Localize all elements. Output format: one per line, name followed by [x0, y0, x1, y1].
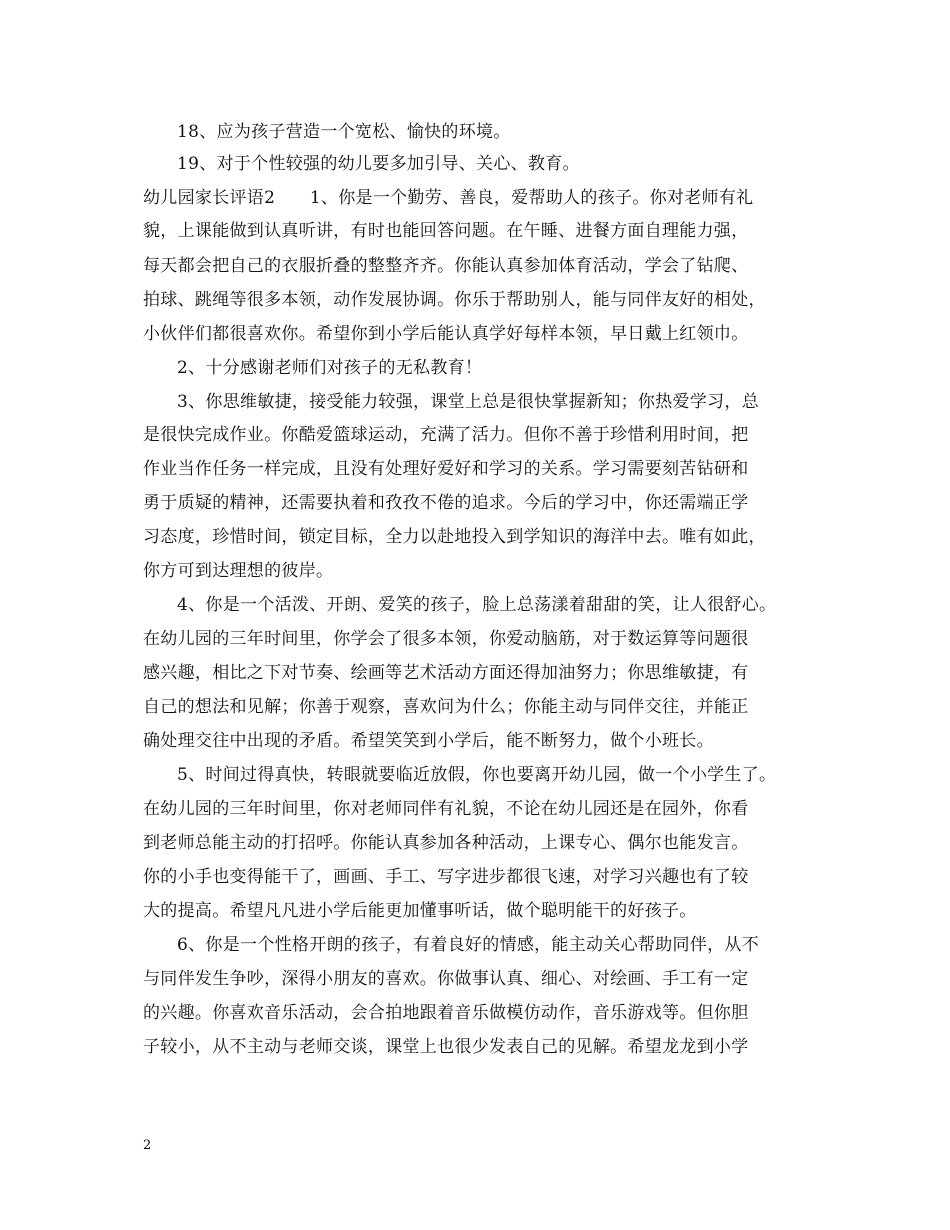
- text-line: 19、对于个性较强的幼儿要多加引导、关心、教育。: [177, 154, 580, 174]
- text-line: 是很快完成作业。你酷爱篮球运动，充满了活力。但你不善于珍惜利用时间，把: [143, 425, 749, 445]
- page-number: 2: [143, 1138, 152, 1153]
- text-line: 小伙伴们都很喜欢你。希望你到小学后能认真学好每样本领，早日戴上红领巾。: [143, 324, 749, 344]
- text-line: 勇于质疑的精神，还需要执着和孜孜不倦的追求。今后的学习中，你还需端正学: [143, 493, 749, 513]
- text-line: 貌，上课能做到认真听讲，有时也能回答问题。在午睡、进餐方面自理能力强，: [143, 221, 749, 241]
- text-line: 与同伴发生争吵，深得小朋友的喜欢。你做事认真、细心、对绘画、手工有一定: [143, 969, 749, 989]
- text-line: 拍球、跳绳等很多本领，动作发展协调。你乐于帮助别人，能与同伴友好的相处，: [143, 290, 766, 310]
- text-line: 在幼儿园的三年时间里，你学会了很多本领，你爱动脑筋，对于数运算等问题很: [143, 629, 749, 649]
- text-line: 每天都会把自己的衣服折叠的整整齐齐。你能认真参加体育活动，学会了钻爬、: [143, 256, 749, 276]
- text-line: 大的提高。希望凡凡进小学后能更加懂事听话，做个聪明能干的好孩子。: [143, 901, 697, 921]
- text-line: 3、你思维敏捷，接受能力较强，课堂上总是很快掌握新知；你热爱学习，总: [177, 392, 760, 412]
- text-line: 4、你是一个活泼、开朗、爱笑的孩子，脸上总荡漾着甜甜的笑，让人很舒心。: [177, 595, 777, 615]
- text-line: 习态度，珍惜时间，锁定目标，全力以赴地投入到学知识的海洋中去。唯有如此，: [143, 527, 766, 547]
- text-line: 18、应为孩子营造一个宽松、愉快的环境。: [177, 122, 511, 142]
- text-line: 5、时间过得真快，转眼就要临近放假，你也要离开幼儿园，做一个小学生了。: [177, 765, 777, 785]
- section-heading-line: 幼儿园家长评语2 1、你是一个勤劳、善良，爱帮助人的孩子。你对老师有礼: [143, 188, 754, 208]
- text-line: 到老师总能主动的打招呼。你能认真参加各种活动，上课专心、偶尔也能发言。: [143, 833, 749, 853]
- text-line: 子较小，从不主动与老师交谈，课堂上也很少发表自己的见解。希望龙龙到小学: [143, 1037, 749, 1057]
- text-line: 你方可到达理想的彼岸。: [143, 561, 334, 581]
- text-line: 确处理交往中出现的矛盾。希望笑笑到小学后，能不断努力，做个小班长。: [143, 731, 714, 751]
- text-line: 的兴趣。你喜欢音乐活动，会合拍地跟着音乐做模仿动作，音乐游戏等。但你胆: [143, 1003, 749, 1023]
- text-line: 在幼儿园的三年时间里，你对老师同伴有礼貌，不论在幼儿园还是在园外，你看: [143, 799, 749, 819]
- text-line: 自己的想法和见解；你善于观察，喜欢问为什么；你能主动与同伴交往，并能正: [143, 697, 749, 717]
- text-line: 感兴趣，相比之下对节奏、绘画等艺术活动方面还得加油努力；你思维敏捷，有: [143, 663, 749, 683]
- text-line: 2、十分感谢老师们对孩子的无私教育！: [177, 358, 483, 378]
- text-line: 作业当作任务一样完成，且没有处理好爱好和学习的关系。学习需要刻苦钻研和: [143, 459, 749, 479]
- text-line: 你的小手也变得能干了，画画、手工、写字进步都很飞速，对学习兴趣也有了较: [143, 867, 749, 887]
- text-line: 6、你是一个性格开朗的孩子，有着良好的情感，能主动关心帮助同伴，从不: [177, 935, 760, 955]
